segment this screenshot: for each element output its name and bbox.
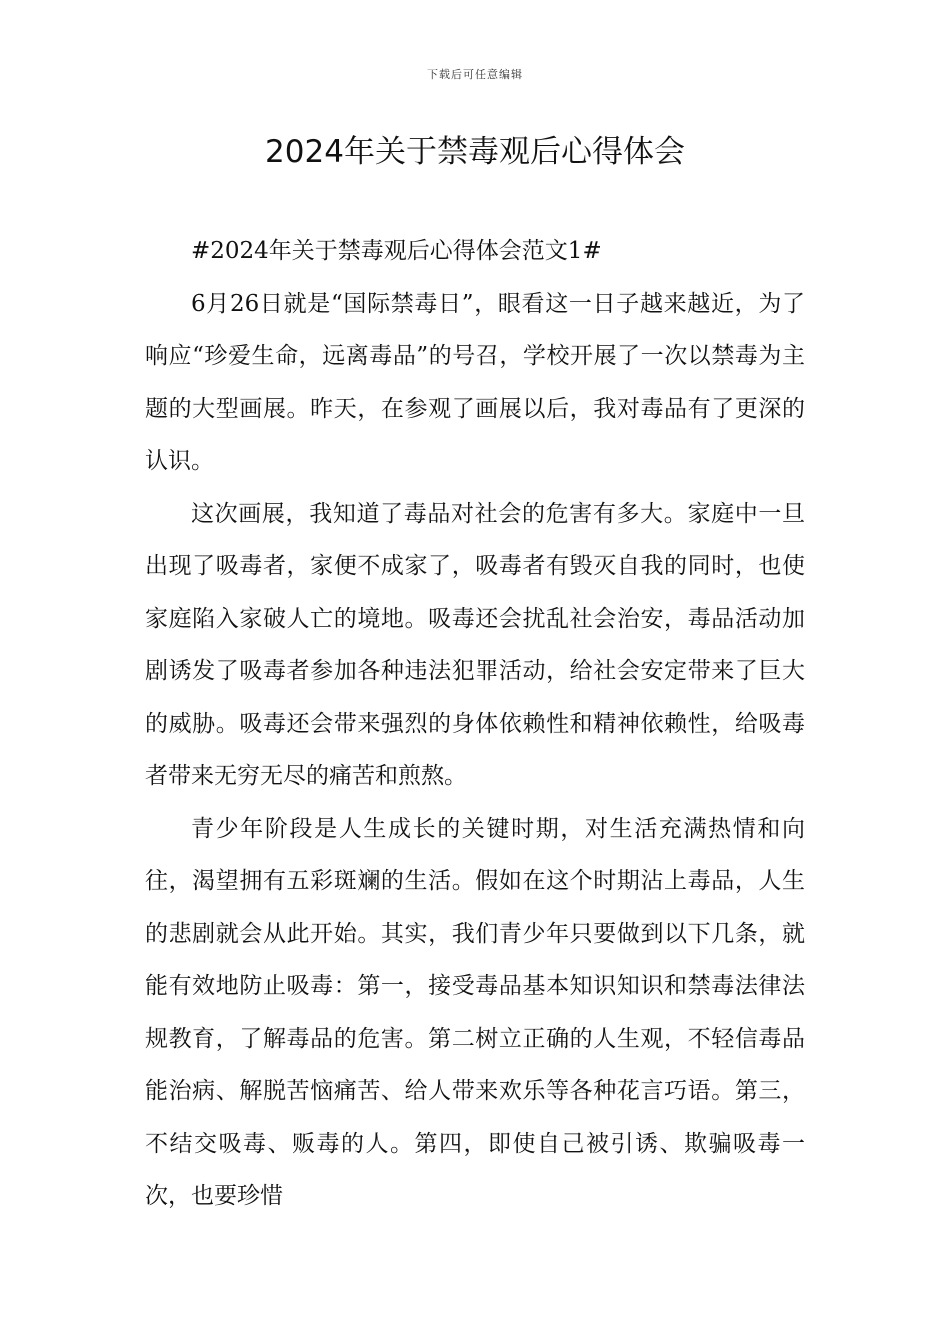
section-heading: #2024年关于禁毒观后心得体会范文1# [191,238,602,264]
header-note: 下载后可任意编辑 [427,68,523,81]
paragraph: 6月26日就是“国际禁毒日”，眼看这一日子越来越近，为了响应“珍爱生命，远离毒品”的号召，学校开展了一次以禁毒为主题的大型画展。昨天，在参观了画展以后，我对毒品有了更深的认识。 [145,290,805,474]
paragraph: 青少年阶段是人生成长的关键时期，对生活充满热情和向往，渴望拥有五彩斑斓的生活。假如在这个时期沾上毒品，人生的悲剧就会从此开始。其实，我们青少年只要做到以下几条，就能有效地防止吸毒：第一，接受毒品基本知识知识和禁毒法律法规教育，了解毒品的危害。第二树立正确的人生观，不轻信毒品能治病、解脱苦恼痛苦、给人带来欢乐等各种花言巧语。第三，不结交吸毒、贩毒的人。第四，即使自己被引诱、欺骗吸毒一次，也要珍惜 [145,815,805,1209]
document-body [145,225,805,1223]
paragraph: 这次画展，我知道了毒品对社会的危害有多大。家庭中一旦出现了吸毒者，家便不成家了，吸毒者有毁灭自我的同时，也使家庭陷入家破人亡的境地。吸毒还会扰乱社会治安，毒品活动加剧诱发了吸毒者参加各种违法犯罪活动，给社会安定带来了巨大的威胁。吸毒还会带来强烈的身体依赖性和精神依赖性，给吸毒者带来无穷无尽的痛苦和煎熬。 [145,500,805,789]
document-title: 2024年关于禁毒观后心得体会 [265,134,685,170]
